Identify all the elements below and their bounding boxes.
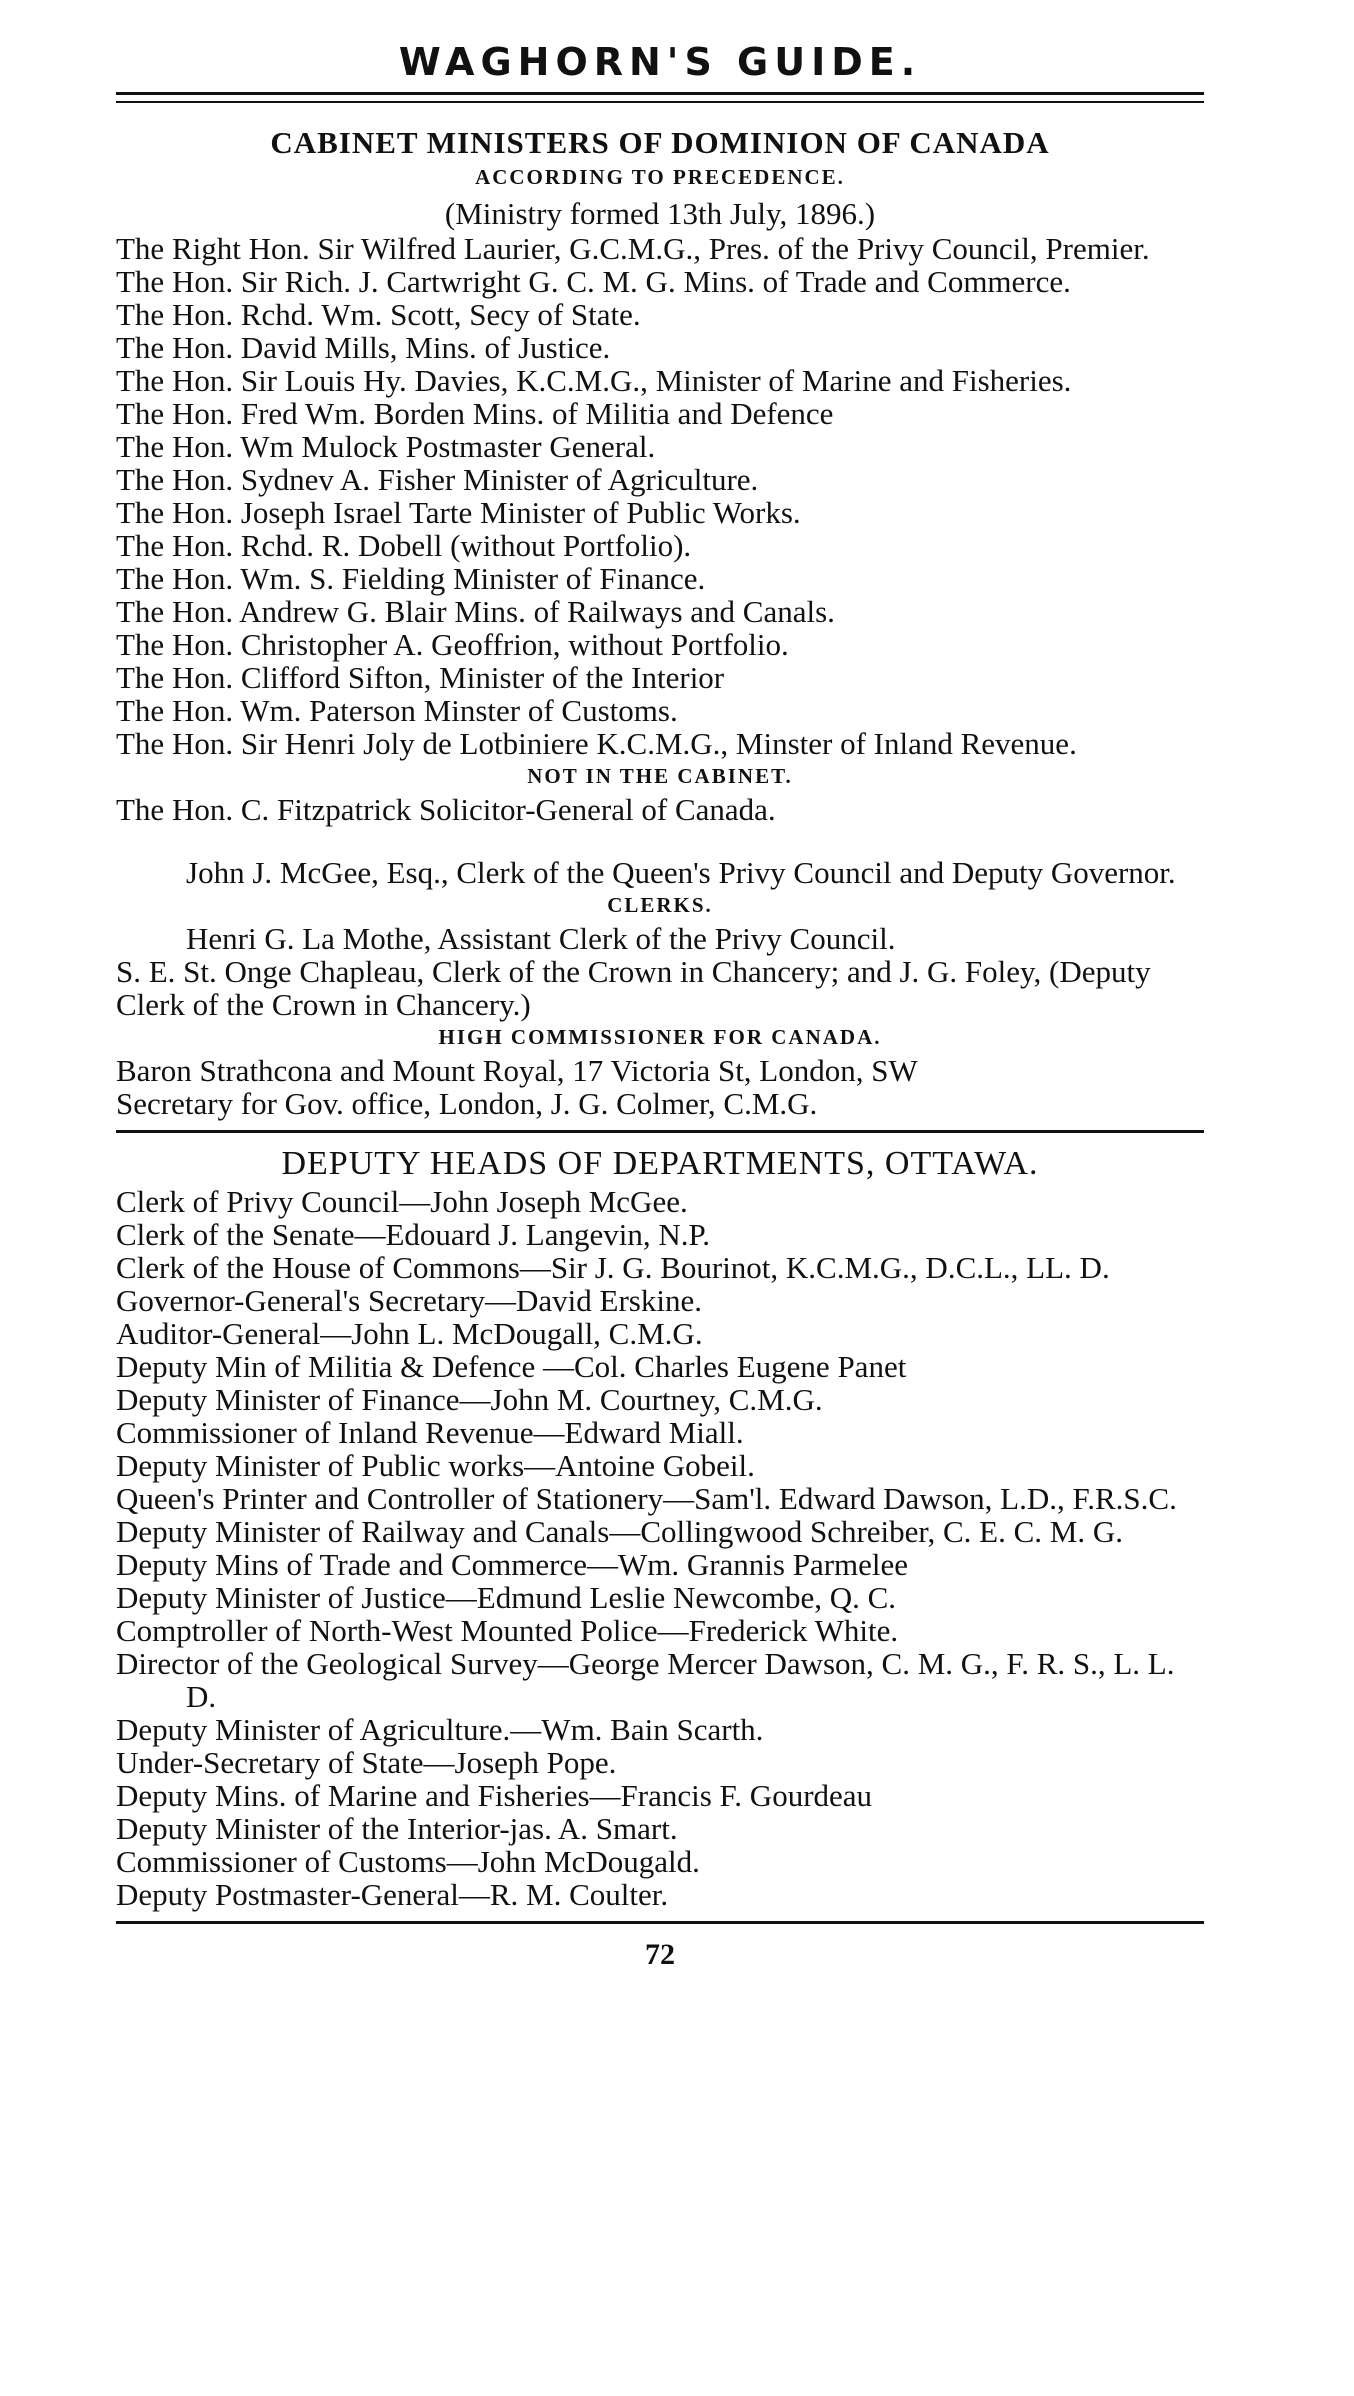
deputy-entry: Commissioner of Inland Revenue—Edward Miall. [116,1415,744,1450]
deputy-entry: Deputy Minister of Agriculture.—Wm. Bain Scarth. [116,1712,764,1747]
deputy-entry: Queen's Printer and Controller of Stationery—Sam'l. Edward Dawson, L.D., F.R.S.C. [116,1481,1177,1516]
deputy-entry: Deputy Mins of Trade and Commerce—Wm. Grannis Parmelee [116,1547,909,1582]
deputy-entry: Director of the Geological Survey—George Mercer Dawson, C. M. G., F. R. S., L. L. D. [116,1646,1175,1714]
deputy-entry: Auditor-General—John L. McDougall, C.M.G. [116,1316,703,1351]
section-rule [116,1130,1204,1133]
cabinet-member: The Hon. Rchd. Wm. Scott, Secy of State. [116,297,641,332]
cabinet-member: The Right Hon. Sir Wilfred Laurier, G.C.M.G., Pres. of the Privy Council, Premier. [116,231,1150,266]
cabinet-member: The Hon. Christopher A. Geoffrion, without Portfolio. [116,627,789,662]
cabinet-member: The Hon. Clifford Sifton, Minister of the Interior [116,660,725,695]
deputy-entry: Deputy Minister of Public works—Antoine Gobeil. [116,1448,755,1483]
cabinet-member: The Hon. Sir Rich. J. Cartwright G. C. M. G. Mins. of Trade and Commerce. [116,264,1071,299]
cabinet-member: The Hon. Andrew G. Blair Mins. of Railways and Canals. [116,594,835,629]
deputy-heads-list [116,1185,1204,1911]
cabinet-member: The Hon. Wm Mulock Postmaster General. [116,429,656,464]
footer-rule [116,1921,1204,1924]
deputy-heads-title: DEPUTY HEADS OF DEPARTMENTS, OTTAWA. [281,1145,1039,1182]
high-commissioner-heading: HIGH COMMISSIONER FOR CANADA. [438,1025,882,1049]
deputy-entry: Deputy Postmaster-General—R. M. Coulter. [116,1877,669,1912]
high-commissioner-entry: Baron Strathcona and Mount Royal, 17 Victoria St, London, SW [116,1053,918,1088]
cabinet-member: The Hon. Fred Wm. Borden Mins. of Militia and Defence [116,396,834,431]
deputy-entry: Governor-General's Secretary—David Erskine. [116,1283,702,1318]
deputy-entry: Clerk of the House of Commons—Sir J. G. Bourinot, K.C.M.G., D.C.L., LL. D. [116,1250,1110,1285]
clerk-entry: S. E. St. Onge Chapleau, Clerk of the Crown in Chancery; and J. G. Foley, (Deputy Clerk of the Crown in Chancery.) [116,954,1151,1022]
deputy-entry: Deputy Minister of Finance—John M. Courtney, C.M.G. [116,1382,823,1417]
deputy-entry: Deputy Mins. of Marine and Fisheries—Francis F. Gourdeau [116,1778,873,1813]
deputy-entry: Deputy Minister of Justice—Edmund Leslie Newcombe, Q. C. [116,1580,897,1615]
cabinet-member: The Hon. Sir Henri Joly de Lotbiniere K.C.M.G., Minster of Inland Revenue. [116,726,1077,761]
cabinet-members [116,232,1204,760]
not-in-cabinet-entry: The Hon. C. Fitzpatrick Solicitor-General of Canada. [116,792,776,827]
cabinet-member: The Hon. Joseph Israel Tarte Minister of Public Works. [116,495,801,530]
cabinet-member: The Hon. Rchd. R. Dobell (without Portfolio). [116,528,692,563]
deputy-entry: Commissioner of Customs—John McDougald. [116,1844,700,1879]
deputy-entry: Clerk of Privy Council—John Joseph McGee. [116,1184,688,1219]
page-number: 72 [645,1938,675,1971]
deputy-entry: Deputy Min of Militia & Defence —Col. Charles Eugene Panet [116,1349,907,1384]
ministry-note: (Ministry formed 13th July, 1896.) [444,196,876,231]
deputy-entry: Under-Secretary of State—Joseph Pope. [116,1745,617,1780]
deputy-entry: Deputy Minister of the Interior-jas. A. Smart. [116,1811,678,1846]
clerk-entry: Henri G. La Mothe, Assistant Clerk of the Privy Council. [186,921,896,956]
deputy-entry: Comptroller of North-West Mounted Police—Frederick White. [116,1613,899,1648]
cabinet-member: The Hon. Wm. Paterson Minster of Customs. [116,693,678,728]
not-in-cabinet-heading: NOT IN THE CABINET. [527,764,793,788]
cabinet-member: The Hon. Wm. S. Fielding Minister of Finance. [116,561,706,596]
cabinet-title: CABINET MINISTERS OF DOMINION OF CANADA [270,125,1050,160]
header-rule [116,92,1204,103]
clerks-heading: CLERKS. [607,893,713,917]
cabinet-member: The Hon. Sydnev A. Fisher Minister of Agriculture. [116,462,759,497]
privy-council-clerk: John J. McGee, Esq., Clerk of the Queen's Privy Council and Deputy Governor. [186,855,1176,890]
high-commissioner-entry: Secretary for Gov. office, London, J. G. Colmer, C.M.G. [116,1086,818,1121]
cabinet-member: The Hon. Sir Louis Hy. Davies, K.C.M.G., Minister of Marine and Fisheries. [116,363,1072,398]
cabinet-subtitle: ACCORDING TO PRECEDENCE. [475,165,845,189]
cabinet-member: The Hon. David Mills, Mins. of Justice. [116,330,611,365]
running-head: WAGHORN'S GUIDE. [398,40,922,84]
deputy-entry: Clerk of the Senate—Edouard J. Langevin, N.P. [116,1217,711,1252]
deputy-entry: Deputy Minister of Railway and Canals—Collingwood Schreiber, C. E. C. M. G. [116,1514,1124,1549]
